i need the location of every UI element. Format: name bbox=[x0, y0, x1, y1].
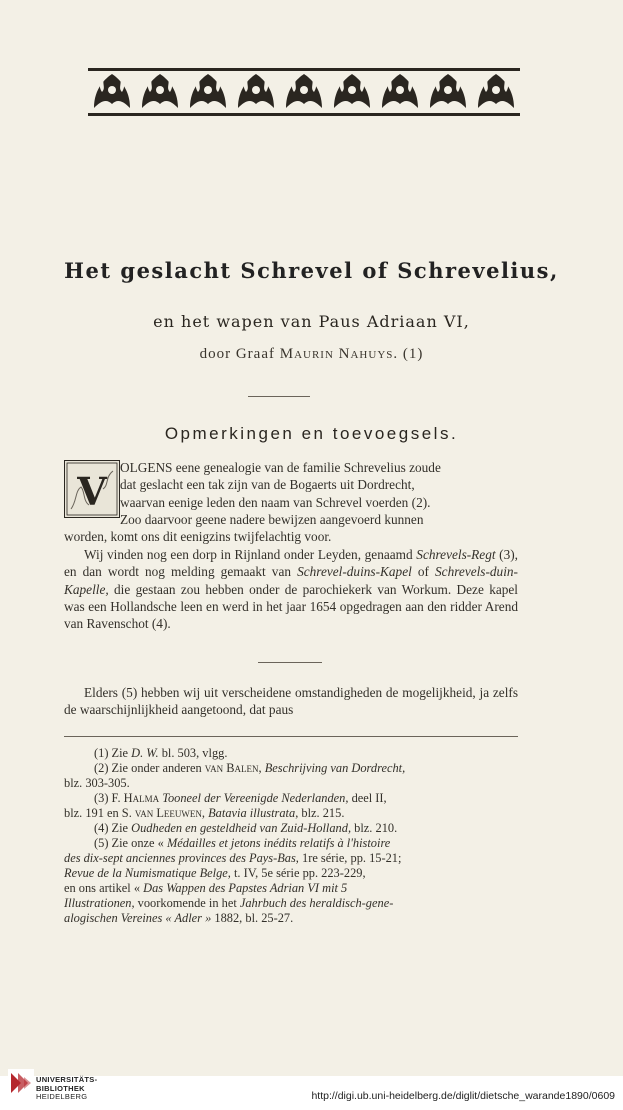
footnote-italic: Tooneel der Vereenigde Nederlanden, bbox=[159, 791, 349, 805]
footnote-text: (1) Zie bbox=[94, 746, 132, 760]
footnote-text: , bbox=[258, 761, 265, 775]
paragraph-2-text: (3), en dan wordt nog melding gemaakt van bbox=[64, 547, 519, 580]
footnote-italic: Oudheden en gesteldheid van Zuid-Holland, bbox=[131, 821, 352, 835]
footnote-3 bbox=[64, 791, 518, 806]
footnote-author: van Leeuwen bbox=[134, 806, 202, 820]
footnote-italic: Médailles et jetons inédits relatifs à l'histoire bbox=[166, 836, 391, 850]
paragraph-2-text: Wij vinden nog een dorp in Rijnland onder Leyden, genaamd bbox=[84, 547, 417, 562]
paragraph-1-line: dat geslacht een tak zijn van de Bogaerts uit Dordrecht, bbox=[120, 477, 415, 493]
place-name: Schrevels-duin-Kapelle, bbox=[64, 564, 518, 597]
author-byline bbox=[0, 346, 623, 363]
paragraph-3: Elders (5) hebben wij uit verscheidene omstandigheden de mogelijkheid, ja zelfs de waarschijnlijkheid aangetoond, dat paus bbox=[64, 685, 518, 718]
footnote-text: (5) Zie onze « bbox=[94, 836, 167, 850]
footnote-5-cont bbox=[64, 896, 518, 911]
footnote-italic: Revue de la Numismatique Belge, bbox=[64, 866, 231, 880]
footnote-3-cont bbox=[64, 806, 518, 821]
footnote-text: voorkomende in het bbox=[134, 896, 240, 910]
paragraph-2 bbox=[64, 546, 518, 632]
paragraph-2-text: die gestaan zou hebben onder de parochiekerk van Workum. Deze kapel was een Hollandsche leen en werd in het jaar 1654 opgedragen aan den ridder Arend van Ravenschot (4). bbox=[64, 581, 518, 632]
footnote-1 bbox=[64, 746, 518, 761]
section-heading: Opmerkingen en toevoegsels. bbox=[164, 424, 459, 443]
logo-line: HEIDELBERG bbox=[36, 1092, 88, 1101]
footnote-italic: Illustrationen, bbox=[64, 896, 135, 910]
logo-line: UNIVERSITÄTS- bbox=[36, 1075, 98, 1084]
paragraph-1-line: Zoo daarvoor geene nadere bewijzen aangevoerd kunnen bbox=[120, 511, 424, 527]
footnotes bbox=[64, 746, 518, 926]
footnote-author: van Balen bbox=[204, 761, 259, 775]
place-name: Schrevel-duins-Kapel bbox=[297, 564, 412, 580]
footnote-2 bbox=[64, 761, 518, 776]
university-library-logo-icon[interactable] bbox=[8, 1069, 34, 1099]
footnote-separator bbox=[64, 736, 518, 737]
footnote-5-cont bbox=[64, 911, 518, 926]
footnote-text: en ons artikel « bbox=[64, 881, 144, 895]
footnote-text: blz. 210. bbox=[351, 821, 398, 835]
paragraph-1 bbox=[64, 459, 518, 545]
title-divider bbox=[248, 396, 310, 397]
paragraph-2-text: of bbox=[411, 564, 436, 580]
footnote-text: bl. 503, vlgg. bbox=[158, 746, 228, 760]
footnote-text: t. IV, 5e série pp. 223-229, bbox=[230, 866, 366, 880]
footnote-italic: Das Wappen des Papstes Adrian VI mit 5 bbox=[143, 881, 348, 895]
footnote-text: 1re série, pp. 15-21; bbox=[298, 851, 402, 865]
paragraph-1-line: waarvan eenige leden den naam van Schrevel voerden (2). bbox=[120, 494, 431, 510]
footnote-text: (2) Zie onder anderen bbox=[94, 761, 205, 775]
footnote-5-cont bbox=[64, 881, 518, 896]
footnote-italic: Beschrijving van Dordrecht, bbox=[264, 761, 406, 775]
byline-note-ref: (1) bbox=[398, 346, 424, 362]
footnote-italic: D. W. bbox=[131, 746, 159, 760]
page-subtitle: en het wapen van Paus Adriaan VI, bbox=[153, 312, 470, 331]
footnote-5-cont bbox=[64, 866, 518, 881]
footnote-text: 1882, bl. 25-27. bbox=[211, 911, 294, 925]
footnote-4 bbox=[64, 821, 518, 836]
page-title: Het geslacht Schrevel of Schrevelius, bbox=[64, 258, 559, 283]
footnote-italic: Jahrbuch des heraldisch-gene- bbox=[239, 896, 394, 910]
footnote-text: (3) F. bbox=[94, 791, 124, 805]
drop-cap-letter: V bbox=[77, 469, 107, 514]
footnote-2-cont: blz. 303-305. bbox=[64, 776, 130, 790]
footnote-text: , blz. 215. bbox=[295, 806, 345, 820]
footnote-5-cont bbox=[64, 851, 518, 866]
place-name: Schrevels-Regt bbox=[416, 547, 496, 562]
byline-prefix: door Graaf bbox=[199, 346, 280, 362]
footnote-text: blz. 191 en S. bbox=[64, 806, 135, 820]
library-logo-text[interactable] bbox=[36, 1076, 97, 1102]
footnote-italic: des dix-sept anciennes provinces des Pays-Bas, bbox=[64, 851, 299, 865]
footnote-text: , bbox=[201, 806, 209, 820]
footnote-5 bbox=[64, 836, 518, 851]
paragraph-1-line: OLGENS eene genealogie van de familie Schrevelius zoude bbox=[120, 460, 441, 475]
byline-author-name: Maurin Nahuys. bbox=[279, 346, 399, 362]
footnote-author: Halma bbox=[123, 791, 160, 805]
logo-line: BIBLIOTHEK bbox=[36, 1083, 85, 1093]
ornamental-header-band bbox=[88, 68, 520, 116]
footnote-italic: Batavia illustrata bbox=[208, 806, 296, 820]
page-url-link[interactable]: http://digi.ub.uni-heidelberg.de/diglit/dietsche_warande1890/0609 bbox=[311, 1090, 615, 1102]
footnote-italic: alogischen Vereines « Adler » bbox=[64, 911, 212, 925]
footnote-text: deel II, bbox=[348, 791, 387, 805]
footnote-text: (4) Zie bbox=[94, 821, 132, 835]
paragraph-1-line: worden, komt ons dit eenigzins twijfelachtig voor. bbox=[64, 529, 332, 545]
paragraph-divider bbox=[258, 662, 322, 663]
